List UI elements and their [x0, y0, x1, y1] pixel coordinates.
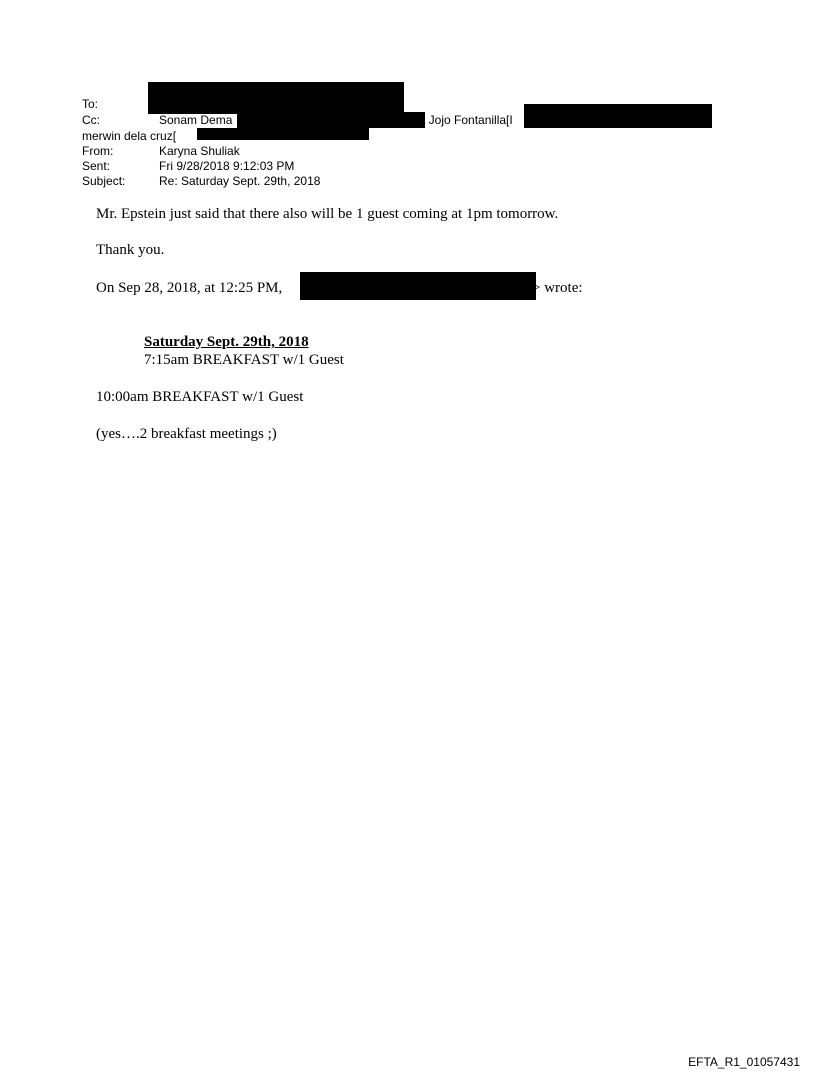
sent-label: Sent: [82, 159, 111, 173]
cc-line-2: merwin dela cruz[ [82, 129, 177, 143]
subject-value: Re: Saturday Sept. 29th, 2018 [159, 174, 321, 188]
cc-name-2: ; Jojo Fontanilla[I [422, 113, 513, 127]
document-id: EFTA_R1_01057431 [688, 1055, 800, 1069]
schedule-item-2: 10:00am BREAKFAST w/1 Guest [96, 389, 304, 405]
redaction-cc-1 [237, 112, 425, 128]
cc-name-1: Sonam Dema [159, 113, 233, 127]
redaction-cc-3 [197, 128, 369, 140]
quote-intro: On Sep 28, 2018, at 12:25 PM, [96, 280, 283, 296]
redaction-cc-2 [524, 104, 712, 128]
body-line-1: Mr. Epstein just said that there also will be 1 guest coming at 1pm tomorrow. [96, 206, 559, 222]
body-line-2: Thank you. [96, 242, 165, 258]
redaction-sender [300, 272, 536, 300]
schedule-note: (yes….2 breakfast meetings ;) [96, 426, 277, 442]
redaction-to [148, 82, 404, 114]
from-label: From: [82, 144, 114, 158]
subject-label: Subject: [82, 174, 126, 188]
from-value: Karyna Shuliak [159, 144, 240, 158]
to-label: To: [82, 97, 99, 111]
cc-label: Cc: [82, 113, 100, 127]
quote-wrote: > wrote: [532, 280, 583, 296]
schedule-title: Saturday Sept. 29th, 2018 [144, 334, 309, 350]
cc-tail: ; [709, 113, 713, 127]
sent-value: Fri 9/28/2018 9:12:03 PM [159, 159, 295, 173]
schedule-item-1: 7:15am BREAKFAST w/1 Guest [144, 352, 344, 368]
